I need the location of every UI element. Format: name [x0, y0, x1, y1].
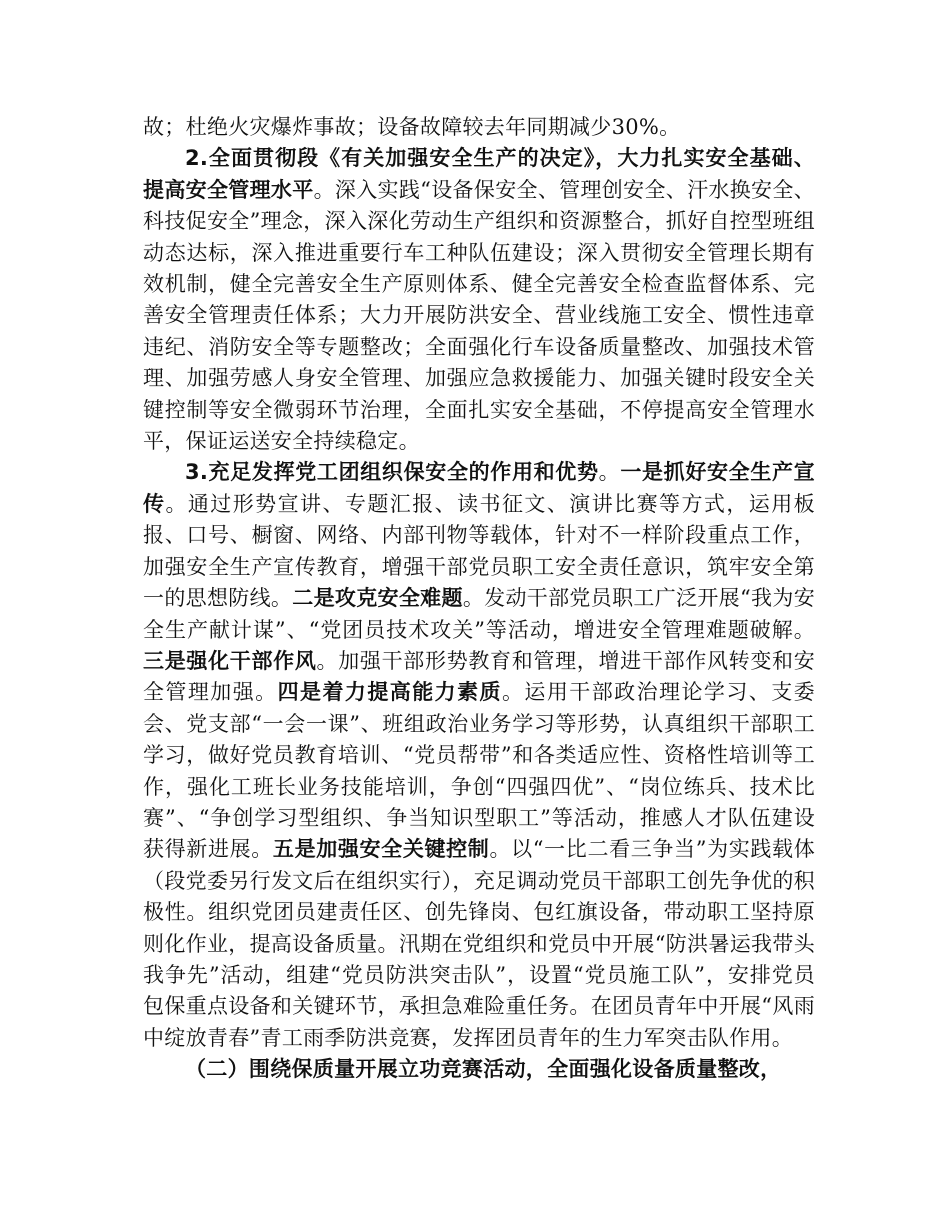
text-run: 。深入实践“设备保安全、管理创安全、汗水换安全、科技促安全”理念，深入深化劳动生产组织和资源整合，抓好自控型班组动态达标，深入推进重要行车工种队伍建设；深入贯彻安全管理长期有效机制，健全完善安全生产原则体系、健全完善安全检查监督体系、完善安全管理责任体系；大力开展防洪安全、营业线施工安全、惯性违章违纪、消防安全等专题整改；全面强化行车设备质量整改、加强技术管理、加强劳感人身安全管理、加强应急救援能力、加强关键时段安全关键控制等安全微弱环节治理，全面扎实安全基础，不停提高安全管理水平，保证运送安全持续稳定。	[143, 177, 815, 454]
text-run: 。运用干部政治理论学习、支委会、党支部“一会一课”、班组政治业务学习等形势，认真组织干部职工学习，做好党员教育培训、“党员帮带”和各类适应性、资格性培训等工作，强化工班长业务技能培训，争创“四强四优”、“岗位练兵、技术比赛”、“争创学习型组织、争当知识型职工”等活动，推感人才队伍建设获得新进展。	[143, 680, 815, 862]
text-run: 。加强干部形势教育和管理，增进干部作风转变和安全管理加强。	[143, 648, 815, 705]
emphasis-run: 五是加强安全关键控制	[272, 837, 490, 862]
paragraph-0	[143, 112, 815, 143]
emphasis-run: 四是着力提高能力素质	[277, 680, 502, 705]
paragraph-1	[143, 143, 815, 457]
text-run: 故；杜绝火灾爆炸事故；设备故障较去年同期减少30%。	[143, 115, 681, 139]
emphasis-run: 二是攻克安全难题	[292, 586, 463, 611]
subsection-heading: （二）围绕保质量开展立功竞赛活动，全面强化设备质量整改，	[185, 1057, 782, 1082]
document-page	[143, 112, 815, 1086]
text-run: 。	[598, 460, 621, 485]
section-heading: 3.充足发挥党工团组织保安全的作用和优势	[185, 460, 599, 485]
emphasis-run: 一是抓好安全生产宣传	[143, 460, 815, 516]
text-run: 。以“一比二看三争当”为实践载体（段党委另行发文后在组织实行），充足调动党员干部职工创先争优的积极性。组织党团员建责任区、创先锋岗、包红旗设备，带动职工坚持原则化作业，提高设备质量。汛期在党组织和党员中开展“防洪暑运我带头我争先”活动，组建“党员防洪突击队”，设置“党员施工队”，安排党员包保重点设备和关键环节，承担急难险重任务。在团员青年中开展“风雨中绽放青春”青工雨季防洪竞赛，发挥团员青年的生力军突击队作用。	[143, 837, 816, 1050]
emphasis-run: 三是强化干部作风	[143, 648, 317, 673]
paragraph-2	[143, 457, 815, 1054]
section-heading: 2.全面贯彻段《有关加强安全生产的决定》，大力扎实安全基础、提高安全管理水平	[143, 146, 815, 202]
text-run: 。发动干部党员职工广泛开展“我为安全生产献计谋”、“党团员技术攻关”等活动，增进安全管理难题破解。	[143, 586, 815, 642]
paragraph-3	[143, 1054, 815, 1085]
text-run: 。通过形势宣讲、专题汇报、读书征文、演讲比赛等方式，运用板报、口号、橱窗、网络、内部刊物等载体，针对不一样阶段重点工作，加强安全生产宣传教育，增强干部党员职工安全责任意识，筑牢安全第一的思想防线。	[143, 491, 815, 611]
